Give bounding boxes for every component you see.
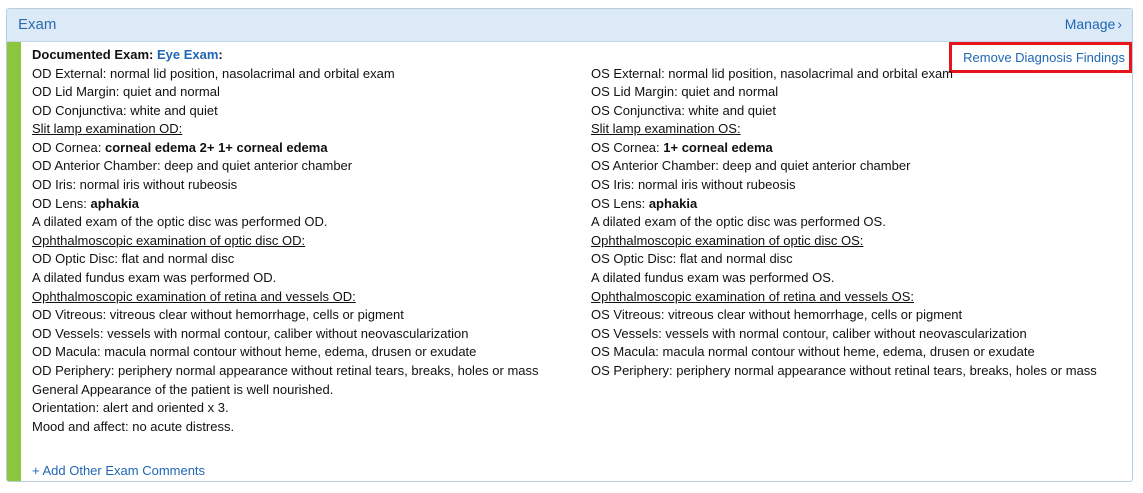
manage-label: Manage: [1064, 16, 1116, 32]
exam-panel-header: [7, 9, 1132, 42]
finding-section-heading: Ophthalmoscopic examination of optic disc OD:: [32, 232, 306, 248]
finding-text: OD Conjunctiva: white and quiet: [32, 102, 218, 118]
finding-text: OS Anterior Chamber: deep and quiet anterior chamber: [591, 158, 911, 174]
finding-text: OS Cornea:: [591, 139, 664, 155]
finding-line: [32, 250, 539, 269]
finding-text: OD Vitreous: vitreous clear without hemorrhage, cells or pigment: [32, 307, 404, 323]
finding-line: [591, 232, 1097, 251]
exam-content: [32, 42, 1132, 481]
finding-text: Orientation: alert and oriented x 3.: [32, 400, 229, 416]
finding-line: [32, 306, 539, 325]
finding-text: OD External: normal lid position, nasolacrimal and orbital exam: [32, 65, 395, 81]
chevron-right-icon: ›: [1117, 16, 1122, 32]
finding-text: OD Vessels: vessels with normal contour, caliber without neovascularization: [32, 325, 469, 341]
finding-line: [32, 83, 539, 102]
finding-text: OD Lid Margin: quiet and normal: [32, 84, 220, 100]
finding-text: Mood and affect: no acute distress.: [32, 418, 235, 434]
documented-exam-line: [32, 46, 223, 65]
finding-line: [32, 362, 539, 381]
finding-text: A dilated exam of the optic disc was performed OD.: [32, 214, 328, 230]
finding-line: [32, 269, 539, 288]
finding-text: OS Iris: normal iris without rubeosis: [591, 177, 796, 193]
finding-line: [32, 381, 539, 400]
finding-text: A dilated fundus exam was performed OS.: [591, 270, 835, 286]
finding-text: OS Vitreous: vitreous clear without hemorrhage, cells or pigment: [591, 307, 963, 323]
finding-line: [591, 362, 1097, 381]
documented-exam-prefix: Documented Exam:: [32, 47, 157, 62]
finding-line: [591, 65, 1097, 84]
finding-text: A dilated fundus exam was performed OD.: [32, 270, 277, 286]
finding-value: 1+ corneal edema: [663, 139, 773, 155]
finding-section-heading: Slit lamp examination OD:: [32, 121, 183, 137]
finding-text: OS Macula: macula normal contour without heme, edema, drusen or exudate: [591, 344, 1035, 360]
finding-line: [591, 139, 1097, 158]
finding-text: General Appearance of the patient is well nourished.: [32, 381, 334, 397]
finding-line: [591, 325, 1097, 344]
finding-text: OS Lid Margin: quiet and normal: [591, 84, 779, 100]
finding-line: [32, 120, 539, 139]
finding-line: [591, 269, 1097, 288]
finding-text: OS External: normal lid position, nasolacrimal and orbital exam: [591, 65, 954, 81]
finding-text: OD Iris: normal iris without rubeosis: [32, 177, 238, 193]
finding-line: [591, 306, 1097, 325]
finding-line: [32, 343, 539, 362]
eye-exam-link[interactable]: Eye Exam: [156, 47, 219, 62]
finding-text: OD Optic Disc: flat and normal disc: [32, 251, 235, 267]
finding-text: OS Lens:: [591, 195, 649, 211]
finding-line: [32, 102, 539, 121]
finding-line: [32, 232, 539, 251]
add-exam-comments-link[interactable]: + Add Other Exam Comments: [32, 463, 206, 478]
finding-section-heading: Ophthalmoscopic examination of optic disc OS:: [591, 232, 864, 248]
finding-text: OS Vessels: vessels with normal contour, caliber without neovascularization: [591, 325, 1027, 341]
finding-text: OS Optic Disc: flat and normal disc: [591, 251, 793, 267]
od-findings-column: [32, 65, 539, 437]
finding-line: [591, 288, 1097, 307]
manage-link[interactable]: [1065, 16, 1122, 32]
remove-diagnosis-findings-link[interactable]: Remove Diagnosis Findings: [963, 50, 1125, 65]
panel-title: Exam: [18, 16, 57, 33]
finding-line: [32, 213, 539, 232]
finding-line: [591, 102, 1097, 121]
finding-line: [591, 250, 1097, 269]
finding-line: [591, 213, 1097, 232]
finding-line: [32, 399, 539, 418]
finding-text: OD Cornea:: [32, 139, 105, 155]
finding-line: [591, 120, 1097, 139]
os-findings-column: [591, 65, 1097, 381]
finding-line: [32, 288, 539, 307]
finding-text: A dilated exam of the optic disc was performed OS.: [591, 214, 886, 230]
finding-line: [32, 139, 539, 158]
finding-line: [591, 176, 1097, 195]
section-accent-bar: [7, 42, 21, 481]
finding-section-heading: Ophthalmoscopic examination of retina and vessels OD:: [32, 288, 356, 304]
finding-value: aphakia: [90, 195, 139, 211]
documented-exam-suffix: :: [218, 47, 223, 62]
finding-line: [32, 325, 539, 344]
finding-value: corneal edema 2+ 1+ corneal edema: [104, 139, 328, 155]
finding-line: [591, 343, 1097, 362]
finding-line: [591, 83, 1097, 102]
finding-line: [32, 157, 539, 176]
finding-line: [32, 418, 539, 437]
finding-text: OD Macula: macula normal contour without heme, edema, drusen or exudate: [32, 344, 477, 360]
finding-text: OD Lens:: [32, 195, 91, 211]
finding-text: OS Periphery: periphery normal appearance without retinal tears, breaks, holes or mass: [591, 363, 1097, 378]
finding-text: OD Periphery: periphery normal appearance without retinal tears, breaks, holes or mass: [32, 363, 539, 378]
finding-line: [32, 65, 539, 84]
finding-value: aphakia: [648, 195, 698, 211]
finding-section-heading: Ophthalmoscopic examination of retina and vessels OS:: [591, 288, 915, 304]
finding-text: OD Anterior Chamber: deep and quiet anterior chamber: [32, 158, 353, 174]
finding-section-heading: Slit lamp examination OS:: [591, 121, 741, 137]
finding-text: OS Conjunctiva: white and quiet: [591, 102, 776, 118]
finding-line: [32, 176, 539, 195]
finding-line: [591, 157, 1097, 176]
finding-line: [32, 195, 539, 214]
finding-line: [591, 195, 1097, 214]
exam-panel: [6, 8, 1133, 482]
